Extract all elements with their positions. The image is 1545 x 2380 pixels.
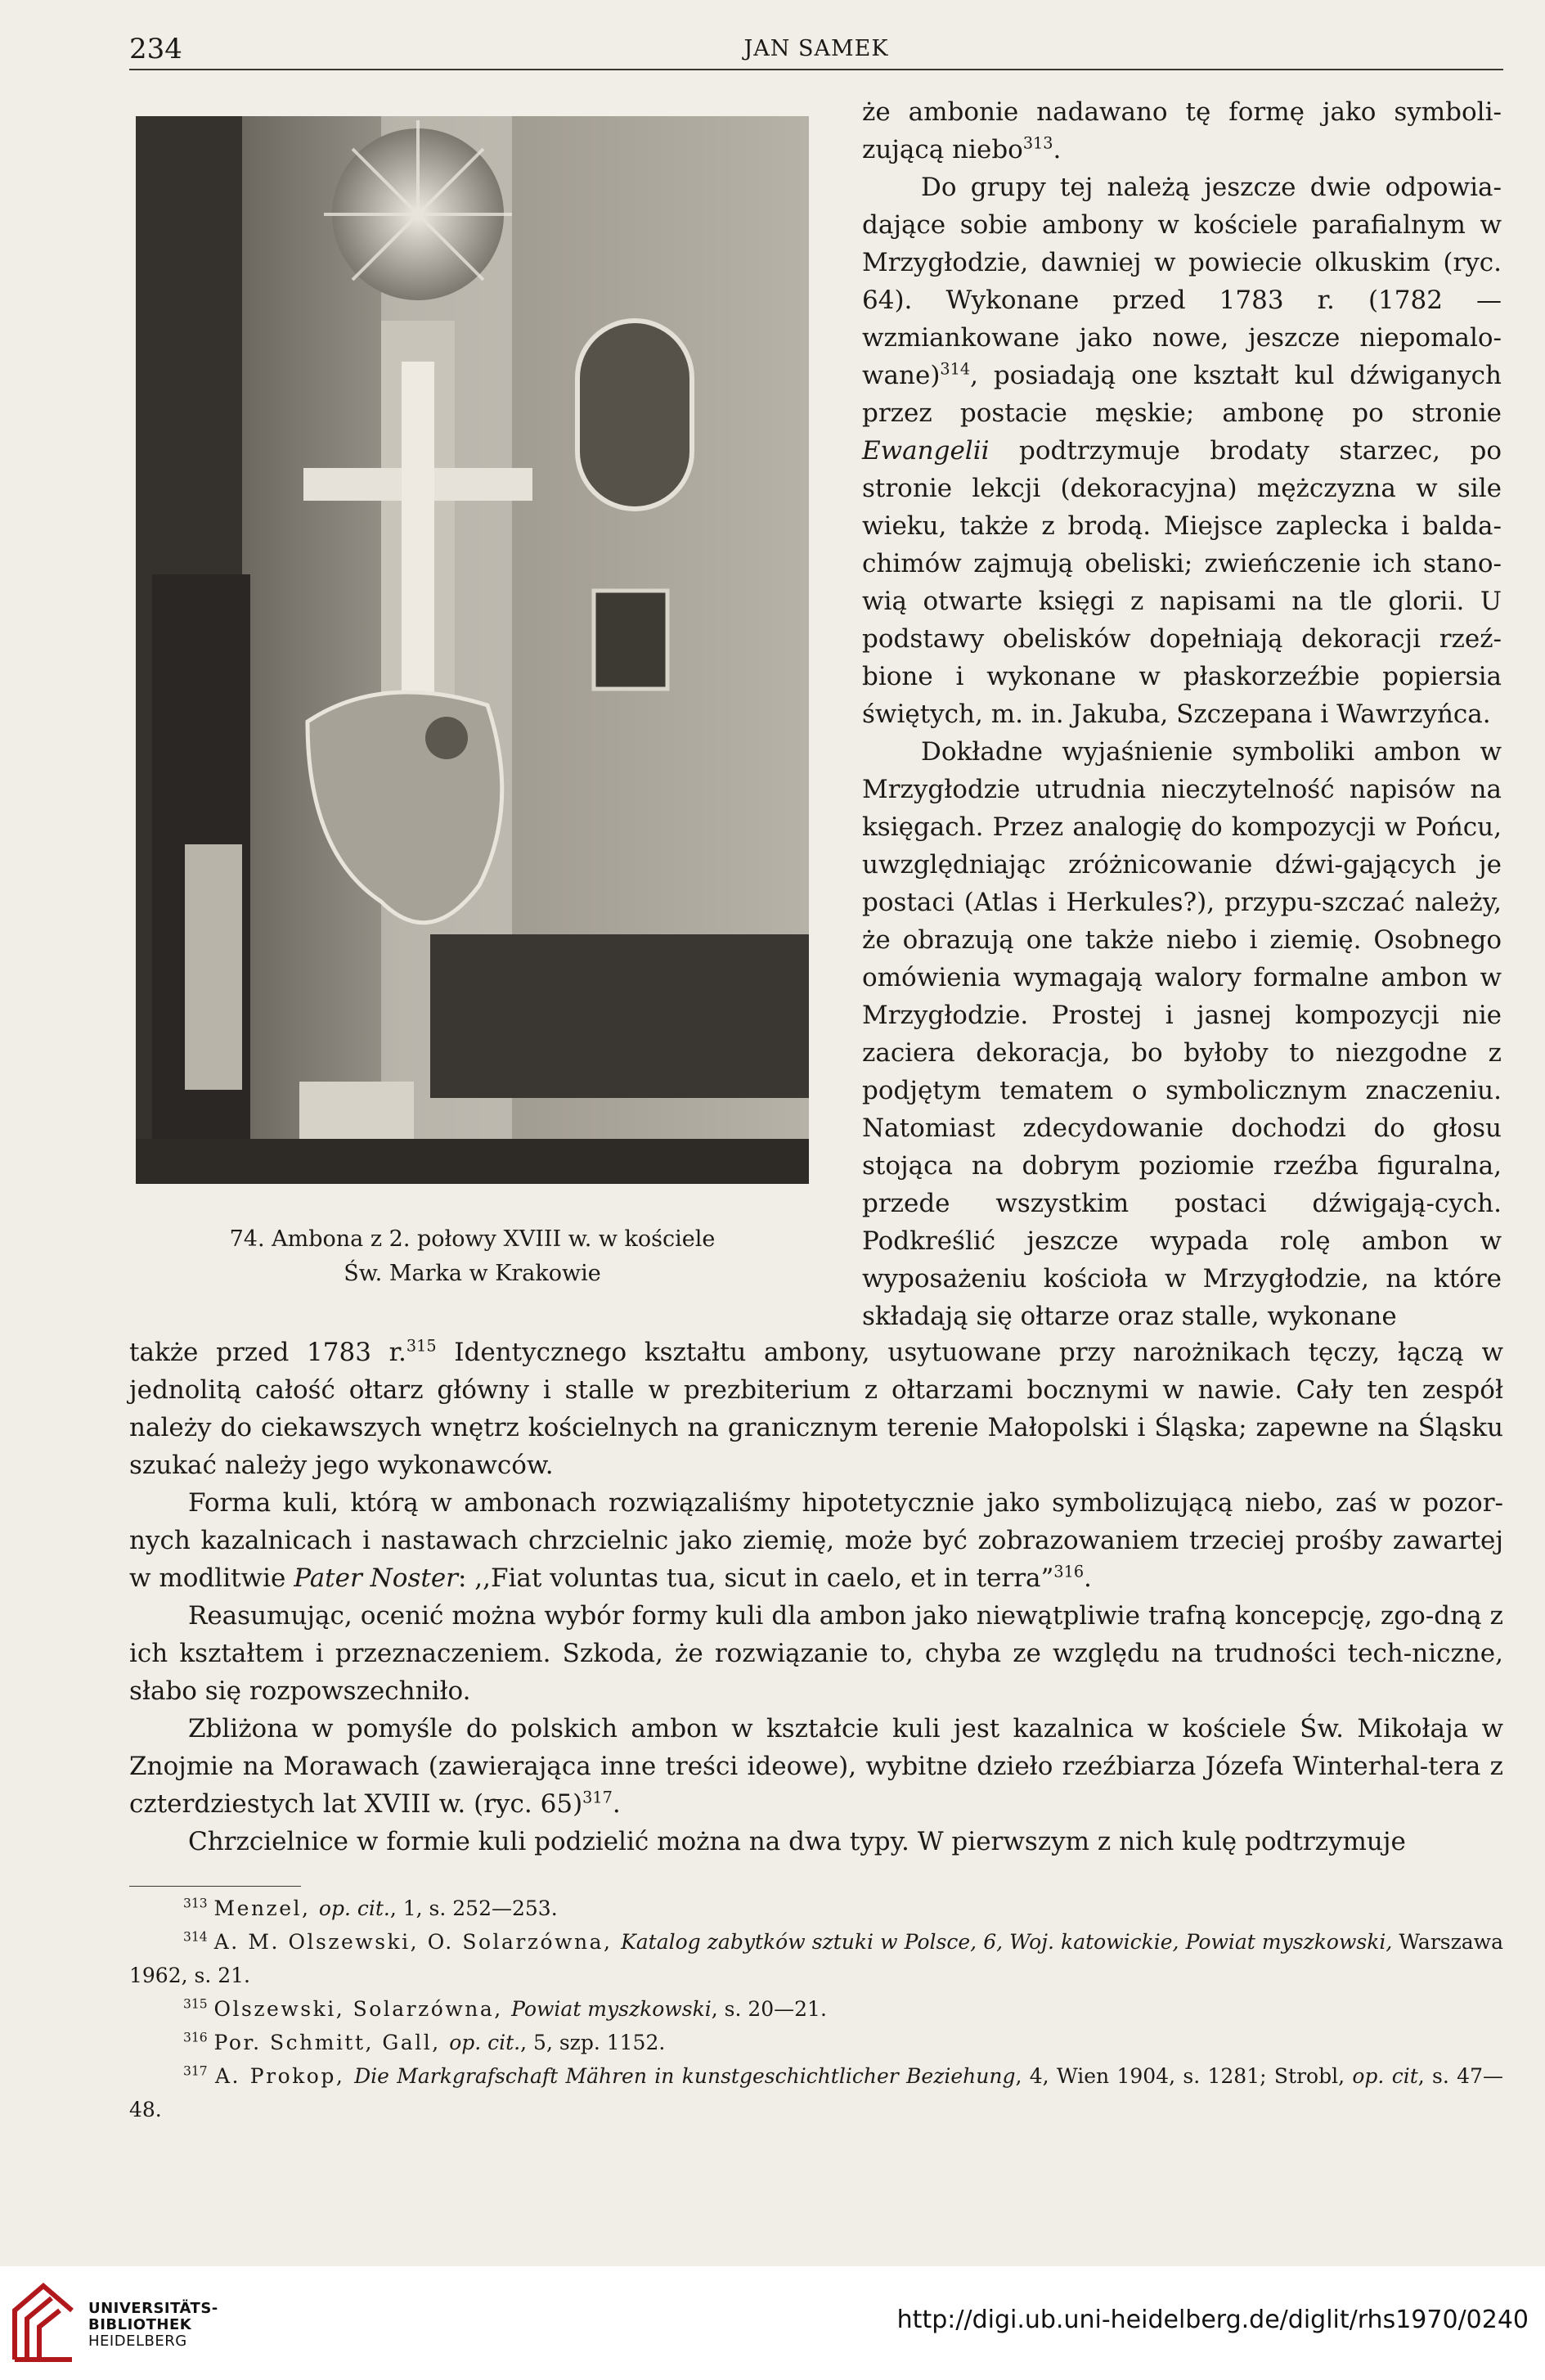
footnotes [129, 1892, 1503, 2126]
footnote-text: , s. 20—21. [711, 1997, 827, 2021]
paragraph-text: także przed 1783 r. [129, 1338, 406, 1367]
footnote-317 [129, 2059, 1503, 2126]
footnote-number: 315 [183, 1996, 208, 2012]
paragraph-heaven: że ambonie nadawano tę formę jako symboli-zującą niebo$^{313}$. [862, 97, 1502, 164]
paragraph-text: : ,,Fiat voluntas tua, sicut in caelo, et in terra” [457, 1563, 1054, 1593]
paragraph-mrzyglod-pulpits [862, 169, 1502, 733]
library-name-line: HEIDELBERG [88, 2333, 187, 2350]
footnote-number: 316 [183, 2030, 208, 2045]
italic-term: Ewangelii [862, 436, 990, 466]
running-head: JAN SAMEK [743, 36, 889, 61]
note-ref-314: 314 [940, 359, 971, 379]
footnote-italic: Die Markgrafschaft Mähren in kunstgeschichtlicher Beziehung [354, 2064, 1016, 2088]
footnote-text: A. M. Olszewski, O. Solarzówna, [213, 1930, 622, 1954]
footnote-number: 314 [183, 1929, 208, 1945]
footnote-316 [129, 2026, 1503, 2059]
footnote-rule [129, 1886, 301, 1887]
library-name-line: UNIVERSITÄTS- [88, 2300, 218, 2317]
footnote-text: , s. 47—48. [129, 2064, 1503, 2121]
digital-copy-url[interactable]: http://digi.ub.uni-heidelberg.de/diglit/rhs1970/0240 [896, 2306, 1529, 2334]
footnote-italic: op. cit. [449, 2031, 521, 2054]
footnote-italic: op. cit [1352, 2064, 1418, 2088]
library-name [88, 2301, 218, 2350]
paragraph-fonts: Chrzcielnice w formie kuli podzielić można na dwa typy. W pierwszym z nich kulę podtrzymuje [188, 1827, 1406, 1856]
footnote-number: 317 [183, 2063, 208, 2079]
footnote-313 [129, 1892, 1503, 1925]
paragraph-text: podtrzymuje brodaty starzec, po stronie lekcji (dekoracyjna) mężczyzna w sile wieku, także z brodą. Miejsce zaplecka i balda-chimów zajmują obeliski; zwieńczenie ich stano-wią otwarte księgi z napisami na tle glorii. U podstawy obelisków dopełniają dekoracji rzeź-bione i wykonane w płaskorzeźbie popiersia świętych, m. in. Jakuba, Szczepana i Wawrzyńca. [862, 436, 1502, 729]
paragraph-text: Do grupy tej należą jeszcze dwie odpowia-dające sobie ambony w kościele parafialnym w Mrzygłodzie, dawniej w powiecie olkuskim (ryc. 64). Wykonane przed 1783 r. (1782 — wzmiankowane jako nowe, jeszcze niepomalo-wane) [862, 173, 1502, 390]
paragraph-symbolism: Dokładne wyjaśnienie symboliki ambon w Mrzygłodzie utrudnia nieczytelność napisów na księgach. Przez analogię do kompozycji w Pońcu, uwzględniając zróżnicowanie dźwi-gających je postaci (Atlas i Herkules?), przypu-szczać należy, że obrazują one także niebo i ziemię. Osobnego omówienia wymagają walory formalne ambon w Mrzygłodzie. Prostej i jasnej kompozycji nie zaciera dekoracja, bo byłoby to niezgodne z podjętym tematem o symbolicznym znaczeniu. Natomiast zdecydowanie dochodzi do głosu stojąca na dobrym poziomie rzeźba figuralna, przede wszystkim postaci dźwigają-cych. Podkreślić jeszcze wypada rolę ambon w wyposażeniu kościoła w Mrzygłodzie, na które składają się ołtarze oraz stalle, wykonane [862, 737, 1502, 1331]
footnote-italic: Powiat myszkowski [511, 1997, 712, 2021]
caption-line-1: 74. Ambona z 2. połowy XVIII w. w kościele [229, 1226, 716, 1252]
page-number: 234 [129, 33, 182, 65]
paragraph-summary: Reasumując, ocenić można wybór formy kuli dla ambon jako niewątpliwie trafną koncepcję, zgo-dną z ich kształtem i przeznaczeniem. Szkoda, że rozwiązanie to, chyba ze względu na trudności tech-niczne, słabo się rozpowszechniło. [129, 1601, 1503, 1706]
paragraph-ensemble [129, 1334, 1503, 1484]
header-rule [129, 69, 1503, 70]
library-name-line: BIBLIOTHEK [88, 2316, 192, 2333]
footnote-text: , 5, szp. 1152. [520, 2031, 666, 2054]
paragraph-znojmo: Zbliżona w pomyśle do polskich ambon w kształcie kuli jest kazalnica w kościele Św. Mikołaja w Znojmie na Morawach (zawierająca inne treści ideowe), wybitne dzieło rzeźbiarza Józefa Winterhal-tera z czterdziestych lat XVIII w. (ryc. 65)$^{317}$. [129, 1714, 1503, 1819]
footnote-text: Menzel, [213, 1896, 319, 1920]
paragraph-text: , posiadają one kształt kul dźwiganych przez postacie męskie; ambonę po stronie [862, 361, 1502, 428]
footnote-text: Warszawa 1962, s. 21. [129, 1930, 1503, 1987]
caption-line-2: Św. Marka w Krakowie [344, 1261, 601, 1286]
paragraph-text: że ambonie nadawano tę formę jako symboli-zującą niebo [862, 97, 1502, 164]
footnote-314 [129, 1925, 1503, 1992]
note-ref-313: 313 [1022, 133, 1053, 153]
footnote-text: , 4, Wien 1904, s. 1281; Strobl, [1015, 2064, 1353, 2088]
paragraph-text: Forma kuli, którą w ambonach rozwiązaliśmy hipotetycznie jako symbolizującą niebo, zaś w pozor-nych kazalnicach i nastawach chrzcielnic jako ziemię, może być zobrazowaniem trzeciej prośby zawartej w modlitwie [129, 1488, 1503, 1593]
right-text-column [862, 93, 1502, 1335]
footnote-text: A. Prokop, [214, 2064, 355, 2088]
paragraph-text: Zbliżona w pomyśle do polskich ambon w kształcie kuli jest kazalnica w kościele Św. Mikołaja w Znojmie na Morawach (zawierająca inne treści ideowe), wybitne dzieło rzeźbiarza Józefa Winterhal-tera z czterdziestych lat XVIII w. (ryc. 65) [129, 1714, 1503, 1819]
note-ref-316: 316 [1053, 1562, 1085, 1581]
university-library-logo-icon [7, 2278, 80, 2368]
note-ref-317: 317 [582, 1788, 613, 1807]
paragraph-sphere-form: Forma kuli, którą w ambonach rozwiązaliśmy hipotetycznie jako symbolizującą niebo, zaś w pozor-nych kazalnicach i nastawach chrzcielnic jako ziemię, może być zobrazowaniem trzeciej prośby zawartej w modlitwie Pater Noster: ,,Fiat voluntas tua, sicut in caelo, et in terra”$^{316}$. [129, 1488, 1503, 1593]
pulpit-photograph [136, 116, 809, 1184]
footnote-italic: op. cit. [318, 1896, 390, 1920]
footnote-number: 313 [183, 1896, 208, 1911]
figure-caption [136, 1222, 809, 1291]
paragraph-text: Identycznego kształtu ambony, usytuowane przy narożnikach tęczy, łączą w jednolitą całość ołtarz główny i stalle w prezbiterium z ołtarzami bocznymi w nawie. Cały ten zespół należy do ciekawszych wnętrz kościelnych na granicznym terenie Małopolski i Śląska; zapewne na Śląsku szukać należy jego wykonawców. [129, 1338, 1503, 1480]
page-header [129, 33, 1503, 65]
pulpit-photo-illustration [136, 116, 809, 1184]
footnote-315 [129, 1992, 1503, 2026]
footnote-text: Por. Schmitt, Gall, [213, 2031, 450, 2054]
digitization-footer [0, 2266, 1545, 2380]
note-ref-315: 315 [406, 1336, 437, 1356]
italic-term: Pater Noster [294, 1563, 458, 1593]
footnote-italic: Katalog zabytków sztuki w Polsce, 6, Woj. katowickie, Powiat myszkowski, [621, 1930, 1393, 1954]
full-width-text [129, 1334, 1503, 1860]
footnote-text: Olszewski, Solarzówna, [213, 1997, 512, 2021]
footnote-text: , 1, s. 252—253. [389, 1896, 558, 1920]
